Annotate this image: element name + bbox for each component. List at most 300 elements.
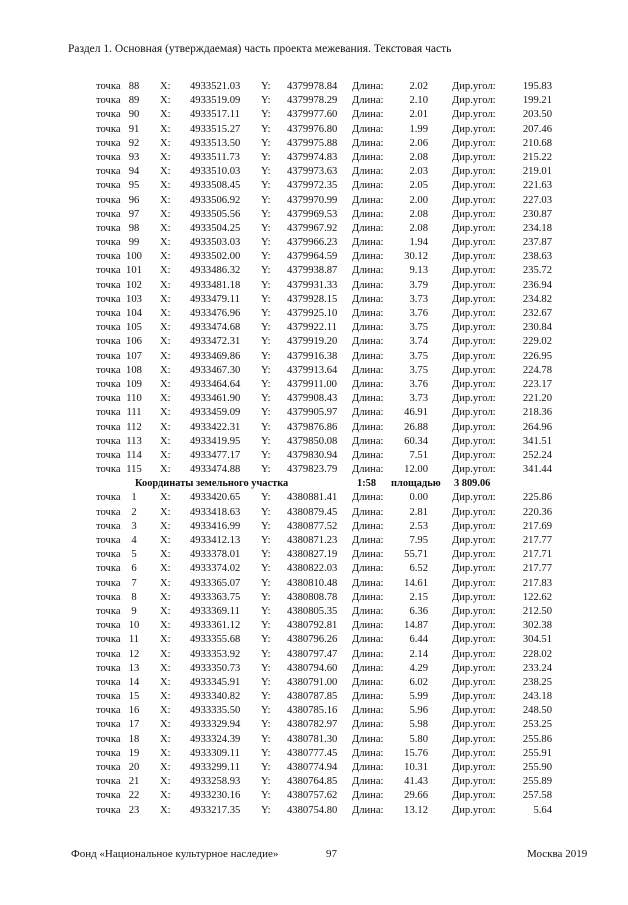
length-label: Длина: (352, 109, 384, 121)
angle-label: Дир.угол: (452, 506, 496, 518)
y-value: 4380757.62 (287, 790, 338, 802)
length-value: 6.02 (409, 676, 428, 688)
x-label: X: (160, 605, 171, 617)
length-label: Длина: (352, 719, 384, 731)
angle-value: 217.77 (522, 535, 552, 546)
y-label: Y: (261, 109, 271, 121)
x-label: X: (160, 421, 171, 433)
x-value: 4933299.11 (190, 762, 240, 773)
coordinate-row (0, 194, 628, 208)
x-value: 4933459.09 (190, 407, 241, 419)
x-value: 4933345.91 (190, 676, 241, 688)
length-label: Длина: (352, 520, 384, 532)
section-scale: 1:58 (357, 478, 377, 490)
x-label: X: (160, 648, 171, 660)
point-label: точка (96, 265, 121, 277)
length-label: Длина: (352, 208, 384, 220)
point-label: точка (96, 520, 121, 532)
y-label: Y: (261, 762, 271, 773)
length-value: 14.61 (404, 577, 428, 589)
coordinate-row (0, 80, 628, 94)
length-value: 3.79 (409, 279, 428, 291)
point-label: точка (96, 322, 121, 334)
angle-value: 237.87 (522, 237, 552, 249)
point-label: точка (96, 691, 121, 703)
y-value: 4379830.94 (287, 449, 338, 461)
y-label: Y: (261, 336, 271, 348)
length-value: 9.13 (409, 265, 428, 277)
point-label: точка (96, 279, 121, 291)
x-label: X: (160, 123, 171, 135)
angle-label: Дир.угол: (452, 719, 496, 731)
point-number: 98 (128, 222, 140, 234)
point-label: точка (96, 166, 121, 178)
point-label: точка (96, 577, 121, 589)
angle-value: 212.50 (522, 605, 552, 617)
length-label: Длина: (352, 804, 384, 816)
y-value: 4380754.80 (287, 804, 338, 816)
point-label: точка (96, 747, 121, 759)
y-value: 4379922.11 (287, 322, 337, 334)
length-value: 3.73 (409, 293, 428, 305)
angle-value: 257.58 (522, 790, 552, 802)
y-label: Y: (261, 222, 271, 234)
length-label: Длина: (352, 279, 384, 291)
angle-label: Дир.угол: (452, 563, 496, 575)
x-value: 4933477.17 (190, 449, 241, 461)
angle-label: Дир.угол: (452, 662, 496, 674)
y-label: Y: (261, 393, 271, 405)
length-value: 2.08 (409, 151, 428, 163)
x-value: 4933350.73 (190, 662, 241, 674)
x-label: X: (160, 350, 171, 362)
length-label: Длина: (352, 506, 384, 518)
x-label: X: (160, 166, 171, 178)
angle-label: Дир.угол: (452, 180, 496, 192)
y-label: Y: (261, 449, 271, 461)
length-label: Длина: (352, 151, 384, 163)
point-number: 96 (128, 194, 140, 206)
length-label: Длина: (352, 378, 384, 390)
x-label: X: (160, 322, 171, 334)
angle-label: Дир.угол: (452, 591, 496, 603)
length-value: 6.52 (409, 563, 428, 575)
length-value: 2.02 (409, 81, 428, 92)
y-value: 4380787.85 (287, 691, 338, 703)
point-number: 22 (128, 790, 140, 802)
x-value: 4933309.11 (190, 747, 240, 759)
y-value: 4380808.78 (287, 591, 338, 603)
length-label: Длина: (352, 265, 384, 277)
point-label: точка (96, 81, 121, 92)
x-value: 4933361.12 (190, 620, 241, 632)
coordinates-list-parcel (0, 491, 628, 817)
angle-label: Дир.угол: (452, 776, 496, 788)
coordinate-row (0, 520, 628, 534)
y-label: Y: (261, 662, 271, 674)
x-value: 4933469.86 (190, 350, 241, 362)
y-value: 4380785.16 (287, 705, 338, 717)
y-value: 4380764.85 (287, 776, 338, 788)
x-value: 4933479.11 (190, 293, 240, 305)
y-value: 4379931.33 (287, 279, 338, 291)
angle-value: 234.82 (522, 293, 552, 305)
point-number: 9 (131, 605, 137, 617)
y-value: 4379908.43 (287, 393, 338, 405)
y-label: Y: (261, 733, 271, 745)
coordinate-row (0, 364, 628, 378)
length-value: 0.00 (409, 492, 428, 504)
y-label: Y: (261, 166, 271, 178)
x-value: 4933506.92 (190, 194, 241, 206)
length-value: 2.08 (409, 222, 428, 234)
x-label: X: (160, 563, 171, 575)
angle-value: 217.69 (522, 520, 552, 532)
x-value: 4933472.31 (190, 336, 241, 348)
y-value: 4379919.20 (287, 336, 338, 348)
angle-label: Дир.угол: (452, 265, 496, 277)
x-label: X: (160, 293, 171, 305)
angle-label: Дир.угол: (452, 804, 496, 816)
x-value: 4933230.16 (190, 790, 241, 802)
x-label: X: (160, 634, 171, 646)
coordinate-row (0, 577, 628, 591)
point-number: 112 (126, 421, 142, 433)
point-label: точка (96, 676, 121, 688)
coordinate-row (0, 804, 628, 818)
x-value: 4933503.03 (190, 237, 241, 249)
length-label: Длина: (352, 549, 384, 561)
x-value: 4933412.13 (190, 535, 241, 546)
coordinate-row (0, 633, 628, 647)
x-value: 4933481.18 (190, 279, 241, 291)
x-value: 4933353.92 (190, 648, 241, 660)
angle-label: Дир.угол: (452, 322, 496, 334)
length-label: Длина: (352, 691, 384, 703)
coordinate-row (0, 222, 628, 236)
length-value: 7.95 (409, 535, 428, 546)
point-number: 19 (128, 747, 140, 759)
coordinate-row (0, 562, 628, 576)
point-label: точка (96, 535, 121, 546)
angle-value: 238.25 (522, 676, 552, 688)
length-value: 2.01 (409, 109, 428, 121)
point-label: точка (96, 464, 121, 476)
y-value: 4379905.97 (287, 407, 338, 419)
point-label: точка (96, 378, 121, 390)
y-value: 4380794.60 (287, 662, 338, 674)
point-number: 16 (128, 705, 140, 717)
coordinate-row (0, 108, 628, 122)
y-label: Y: (261, 208, 271, 220)
point-number: 101 (126, 265, 142, 277)
length-label: Длина: (352, 634, 384, 646)
x-value: 4933369.11 (190, 605, 240, 617)
x-label: X: (160, 81, 171, 92)
angle-label: Дир.угол: (452, 350, 496, 362)
x-label: X: (160, 620, 171, 632)
angle-label: Дир.угол: (452, 123, 496, 135)
angle-value: 230.87 (522, 208, 552, 220)
x-value: 4933517.11 (190, 109, 240, 121)
y-value: 4379972.35 (287, 180, 338, 192)
point-number: 107 (126, 350, 142, 362)
point-label: точка (96, 421, 121, 433)
angle-label: Дир.угол: (452, 109, 496, 121)
angle-value: 199.21 (522, 95, 552, 107)
coordinate-row (0, 378, 628, 392)
x-label: X: (160, 804, 171, 816)
x-label: X: (160, 407, 171, 419)
length-value: 2.53 (409, 520, 428, 532)
y-label: Y: (261, 535, 271, 546)
point-label: точка (96, 591, 121, 603)
x-value: 4933502.00 (190, 251, 241, 263)
point-number: 11 (128, 634, 140, 646)
x-label: X: (160, 151, 171, 163)
y-label: Y: (261, 151, 271, 163)
x-value: 4933217.35 (190, 804, 241, 816)
angle-value: 225.86 (522, 492, 552, 504)
length-value: 4.29 (409, 662, 428, 674)
y-label: Y: (261, 747, 271, 759)
angle-value: 252.24 (522, 449, 552, 461)
x-value: 4933363.75 (190, 591, 241, 603)
x-label: X: (160, 109, 171, 121)
x-label: X: (160, 662, 171, 674)
point-number: 97 (128, 208, 140, 220)
angle-value: 248.50 (522, 705, 552, 717)
angle-label: Дир.угол: (452, 279, 496, 291)
x-label: X: (160, 449, 171, 461)
length-label: Длина: (352, 662, 384, 674)
length-value: 5.80 (409, 733, 428, 745)
angle-label: Дир.угол: (452, 747, 496, 759)
y-label: Y: (261, 691, 271, 703)
length-label: Длина: (352, 535, 384, 546)
length-label: Длина: (352, 166, 384, 178)
x-label: X: (160, 549, 171, 561)
x-value: 4933374.02 (190, 563, 241, 575)
x-label: X: (160, 762, 171, 773)
angle-value: 203.50 (522, 109, 552, 121)
point-label: точка (96, 492, 121, 504)
angle-value: 221.20 (522, 393, 552, 405)
y-label: Y: (261, 350, 271, 362)
length-value: 5.98 (409, 719, 428, 731)
length-label: Длина: (352, 222, 384, 234)
point-label: точка (96, 449, 121, 461)
length-label: Длина: (352, 591, 384, 603)
y-label: Y: (261, 804, 271, 816)
x-value: 4933416.99 (190, 520, 241, 532)
x-label: X: (160, 194, 171, 206)
point-label: точка (96, 194, 121, 206)
angle-label: Дир.угол: (452, 194, 496, 206)
x-label: X: (160, 308, 171, 319)
length-label: Длина: (352, 747, 384, 759)
point-number: 94 (128, 166, 140, 178)
x-value: 4933418.63 (190, 506, 241, 518)
point-number: 20 (128, 762, 140, 773)
point-number: 3 (131, 520, 137, 532)
y-label: Y: (261, 265, 271, 277)
point-label: точка (96, 506, 121, 518)
point-number: 114 (126, 449, 142, 461)
angle-value: 228.02 (522, 648, 552, 660)
y-value: 4380879.45 (287, 506, 338, 518)
y-label: Y: (261, 237, 271, 249)
coordinate-row (0, 662, 628, 676)
y-value: 4380805.35 (287, 605, 338, 617)
point-label: точка (96, 293, 121, 305)
x-label: X: (160, 237, 171, 249)
x-value: 4933510.03 (190, 166, 241, 178)
point-number: 13 (128, 662, 140, 674)
point-number: 105 (126, 322, 142, 334)
angle-label: Дир.угол: (452, 393, 496, 405)
y-value: 4379911.00 (287, 378, 337, 390)
y-label: Y: (261, 591, 271, 603)
section-title: Координаты земельного участка (135, 478, 289, 490)
coordinate-row (0, 506, 628, 520)
footer-city-year: Москва 2019 (527, 848, 588, 860)
x-label: X: (160, 747, 171, 759)
angle-value: 253.25 (522, 719, 552, 731)
y-value: 4379978.29 (287, 95, 338, 107)
length-value: 2.81 (409, 506, 428, 518)
y-value: 4379977.60 (287, 109, 338, 121)
length-value: 10.31 (404, 762, 428, 773)
x-label: X: (160, 393, 171, 405)
y-label: Y: (261, 435, 271, 447)
coordinate-row (0, 690, 628, 704)
coordinate-row (0, 250, 628, 264)
angle-value: 255.89 (522, 776, 552, 788)
angle-label: Дир.угол: (452, 648, 496, 660)
y-value: 4380774.94 (287, 762, 338, 773)
y-value: 4379967.92 (287, 222, 338, 234)
length-label: Длина: (352, 435, 384, 447)
x-value: 4933461.90 (190, 393, 241, 405)
point-label: точка (96, 109, 121, 121)
y-label: Y: (261, 123, 271, 135)
point-number: 5 (131, 549, 137, 561)
length-value: 6.36 (409, 605, 428, 617)
y-label: Y: (261, 194, 271, 206)
coordinate-row (0, 94, 628, 108)
x-label: X: (160, 265, 171, 277)
y-value: 4380881.41 (287, 492, 338, 504)
coordinate-row (0, 350, 628, 364)
angle-value: 219.01 (522, 166, 552, 178)
angle-value: 195.83 (522, 81, 552, 92)
angle-label: Дир.угол: (452, 790, 496, 802)
angle-label: Дир.угол: (452, 733, 496, 745)
y-label: Y: (261, 180, 271, 192)
length-value: 2.08 (409, 208, 428, 220)
point-label: точка (96, 350, 121, 362)
y-value: 4379966.23 (287, 237, 338, 249)
y-label: Y: (261, 577, 271, 589)
coordinate-row (0, 548, 628, 562)
angle-value: 341.44 (522, 464, 552, 476)
coordinate-row (0, 208, 628, 222)
coordinates-list-previous (0, 80, 628, 477)
point-number: 104 (126, 308, 142, 319)
coordinate-row (0, 747, 628, 761)
point-number: 90 (128, 109, 140, 121)
x-label: X: (160, 520, 171, 532)
angle-label: Дир.угол: (452, 137, 496, 149)
coordinate-row (0, 165, 628, 179)
length-value: 26.88 (404, 421, 428, 433)
point-number: 102 (126, 279, 142, 291)
length-value: 60.34 (404, 435, 428, 447)
point-label: точка (96, 605, 121, 617)
coordinate-row (0, 321, 628, 335)
coordinate-row (0, 179, 628, 193)
coordinate-row (0, 761, 628, 775)
x-value: 4933365.07 (190, 577, 241, 589)
length-label: Длина: (352, 137, 384, 149)
y-label: Y: (261, 719, 271, 731)
point-number: 95 (128, 180, 140, 192)
point-number: 18 (128, 733, 140, 745)
y-value: 4379978.84 (287, 81, 338, 92)
point-label: точка (96, 137, 121, 149)
coordinate-row (0, 279, 628, 293)
angle-value: 217.83 (522, 577, 552, 589)
length-label: Длина: (352, 449, 384, 461)
y-label: Y: (261, 293, 271, 305)
coordinate-row (0, 406, 628, 420)
length-value: 12.00 (404, 464, 428, 476)
angle-value: 122.62 (522, 591, 552, 603)
y-label: Y: (261, 776, 271, 788)
x-label: X: (160, 435, 171, 447)
y-label: Y: (261, 549, 271, 561)
x-value: 4933467.30 (190, 364, 241, 376)
y-value: 4379850.08 (287, 435, 338, 447)
length-label: Длина: (352, 407, 384, 419)
angle-value: 207.46 (522, 123, 552, 135)
x-label: X: (160, 506, 171, 518)
angle-label: Дир.угол: (452, 620, 496, 632)
point-number: 2 (131, 506, 137, 518)
point-label: точка (96, 563, 121, 575)
point-label: точка (96, 776, 121, 788)
point-label: точка (96, 762, 121, 773)
coordinate-row (0, 534, 628, 548)
y-value: 4380877.52 (287, 520, 338, 532)
point-number: 12 (128, 648, 140, 660)
x-label: X: (160, 535, 171, 546)
angle-value: 341.51 (522, 435, 552, 447)
point-number: 21 (128, 776, 140, 788)
x-label: X: (160, 464, 171, 476)
y-label: Y: (261, 520, 271, 532)
length-value: 1.94 (409, 237, 428, 249)
point-number: 109 (126, 378, 142, 390)
length-value: 15.76 (404, 747, 428, 759)
point-number: 10 (128, 620, 140, 632)
point-label: точка (96, 336, 121, 348)
coordinate-row (0, 775, 628, 789)
angle-value: 243.18 (522, 691, 552, 703)
y-label: Y: (261, 620, 271, 632)
angle-value: 255.86 (522, 733, 552, 745)
